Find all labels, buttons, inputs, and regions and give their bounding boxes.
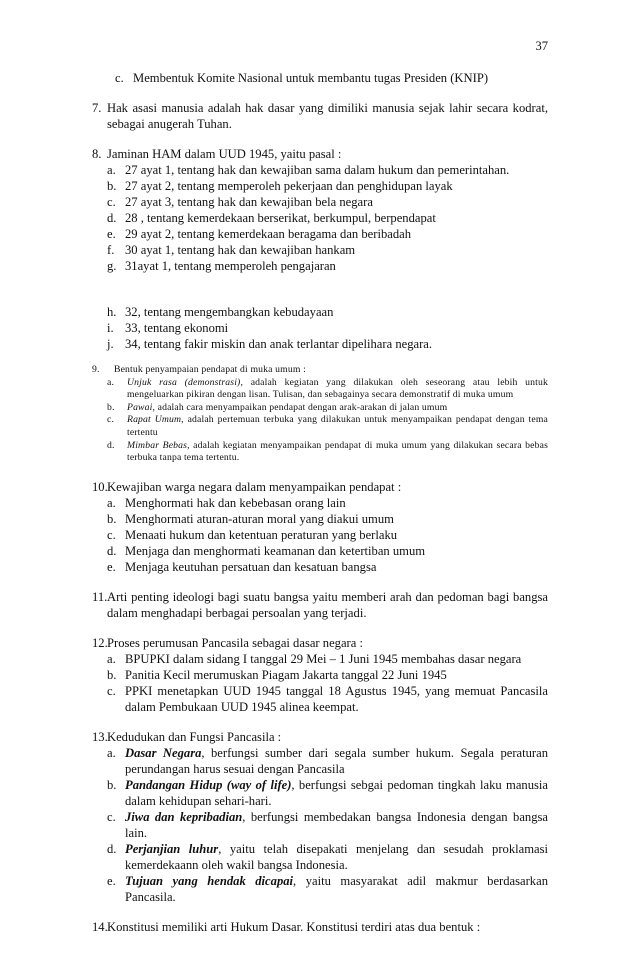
item-letter: b. [107,777,117,792]
item-text: Menaati hukum dan ketentuan peraturan yang berlaku [125,527,398,542]
section-8-ham-articles [92,146,548,352]
item-text: 34, tentang fakir miskin dan anak terlantar dipelihara negara. [125,337,433,351]
item-text: , berfungsi membedakan bangsa Indonesia dengan bangsa lain. [125,809,548,840]
section-heading: Kedudukan dan Fungsi Pancasila : [107,729,282,744]
item-letter: a. [107,495,116,510]
section-11-ideology [92,589,548,621]
item-text: 30 ayat 1, tentang hak dan kewajiban hankam [125,243,356,257]
item-letter: f. [107,243,115,257]
item-letter: c. [107,683,116,698]
item-text: Menjaga keutuhan persatuan dan kesatuan bangsa [125,559,377,574]
list-item [107,745,548,777]
item-letter: e. [107,559,116,574]
section-text: Konstitusi memiliki arti Hukum Dasar. Konstitusi terdiri atas dua bentuk : [107,919,481,934]
item-letter: g. [107,259,117,273]
list-item [107,683,548,715]
section-9-opinion-forms [92,364,548,465]
item-term: Pandangan Hidup (way of life) [125,777,292,792]
list-item [107,651,548,667]
item-letter: b. [107,667,117,682]
item-letter: c. [115,71,124,85]
item-term: Unjuk rasa (demonstrasi) [127,376,241,388]
section-number: 11. [92,589,108,604]
item-text: , adalah kegiatan yang dilakukan oleh seseorang atau lebih untuk mengeluarkan pikiran dengan lisan. Tulisan, dan sebagainya secara demonstratif di muka umum [127,376,549,401]
list-item [107,543,548,559]
item-letter: a. [107,376,115,388]
item-text: , berfungsi sumber dari segala sumber hukum. Segala peraturan perundangan harus sesuai dengan Pancasila [125,745,548,776]
item-text: Menghormati hak dan kebebasan orang lain [125,495,346,510]
opinion-form-list [92,377,548,465]
item-letter: c. [107,195,116,209]
list-item [107,210,548,226]
item-text: 27 ayat 2, tentang memperoleh pekerjaan dan penghidupan layak [125,179,453,193]
item-term: Dasar Negara [125,745,202,760]
section-14-constitution [92,919,548,935]
item-text: BPUPKI dalam sidang I tanggal 29 Mei – 1 Juni 1945 membahas dasar negara [125,651,522,666]
list-item [107,841,548,873]
list-item [107,667,548,683]
item-letter: c. [107,527,116,542]
list-item [107,777,548,809]
item-letter: e. [107,227,116,241]
item-text: 27 ayat 3, tentang hak dan kewajiban bela negara [125,195,373,209]
section-10-citizen-duties [92,479,548,575]
section-13-pancasila-functions [92,729,548,905]
section-heading: Kewajiban warga negara dalam menyampaikan pendapat : [107,479,402,494]
section-number: 12. [92,635,108,650]
item-letter: j. [107,337,114,351]
item-text: 28 , tentang kemerdekaan berserikat, berkumpul, berpendapat [125,211,436,225]
list-item [107,414,548,439]
item-text: 27 ayat 1, tentang hak dan kewajiban sama dalam hukum dan pemerintahan. [125,163,510,177]
item-letter: b. [107,401,115,413]
section-number: 7. [92,101,102,115]
list-item [107,527,548,543]
item-letter: a. [107,163,116,177]
list-item [107,402,548,415]
section-12-pancasila-formulation [92,635,548,715]
item-text: PPKI menetapkan UUD 1945 tanggal 18 Agustus 1945, yang memuat Pancasila dalam Pembukaan UUD 1945 alinea keempat. [125,683,548,714]
item-letter: e. [107,873,116,888]
document-body [92,70,548,935]
item-term: Mimbar Bebas [127,439,188,451]
section-heading: Bentuk penyampaian pendapat di muka umum : [114,364,306,375]
item-term: Perjanjian luhur [125,841,219,856]
item-text: Membentuk Komite Nasional untuk membantu tugas Presiden (KNIP) [133,71,489,85]
list-item [107,873,548,905]
list-item [107,336,548,352]
list-item [107,304,548,320]
item-letter: d. [107,211,117,225]
item-letter: b. [107,511,117,526]
item-letter: a. [107,745,116,760]
item-letter: b. [107,179,117,193]
list-item [107,226,548,242]
item-text: , berfungsi sebgai pedoman tingkah laku manusia dalam kehidupan sehari-hari. [125,777,548,808]
item-term: Jiwa dan kepribadian [125,809,243,824]
list-item [107,242,548,258]
section-text: Arti penting ideologi bagi suatu bangsa yaitu memberi arah dan pedoman bagi bangsa dalam menghadapi berbagai persoalan yang terjadi. [107,589,548,620]
list-item [107,162,548,178]
item-letter: h. [107,305,117,319]
item-text: Panitia Kecil merumuskan Piagam Jakarta tanggal 22 Juni 1945 [125,667,447,682]
section-text: Hak asasi manusia adalah hak dasar yang dimiliki manusia sejak lahir secara kodrat, sebagai anugerah Tuhan. [107,101,548,131]
item-letter: d. [107,543,117,558]
item-letter: c. [107,414,115,426]
item-text: , adalah kegiatan menyampaikan pendapat di muka umum yang dilakukan secara bebas terbuka tanpa tema tertentu. [127,439,548,464]
item-letter: i. [107,321,114,335]
section-number: 9. [92,364,100,375]
duty-list [92,495,548,575]
item-term: Rapat Umum [127,414,182,426]
item-term: Tujuan yang hendak dicapai [125,873,294,888]
article-list [92,162,548,352]
item-letter: d. [107,439,115,451]
item-text: , yaitu masyarakat adil makmur berdasarkan Pancasila. [125,873,548,904]
function-list [92,745,548,905]
list-item [107,258,548,274]
spacer [92,274,548,304]
section-heading: Jaminan HAM dalam UUD 1945, yaitu pasal : [107,147,342,161]
item-text: 31ayat 1, tentang memperoleh pengajaran [125,259,336,273]
section-number: 13. [92,729,108,744]
page-number: 37 [535,39,548,53]
item-letter: a. [107,651,116,666]
list-item [107,511,548,527]
list-item-knip [115,70,548,86]
item-text: 33, tentang ekonomi [125,321,229,335]
section-heading: Proses perumusan Pancasila sebagai dasar negara : [107,635,363,650]
item-text: 32, tentang mengembangkan kebudayaan [125,305,334,319]
item-text: , yaitu telah disepakati menjelang dan sesudah proklamasi kemerdekaann oleh wakil bangsa Indonesia. [125,841,549,872]
section-number: 14. [92,919,108,934]
section-7-human-rights [92,100,548,132]
item-text: Menghormati aturan-aturan moral yang diakui umum [125,511,394,526]
item-text: 29 ayat 2, tentang kemerdekaan beragama dan beribadah [125,227,412,241]
list-item [107,559,548,575]
item-letter: c. [107,809,116,824]
list-item [107,440,548,465]
list-item [107,178,548,194]
list-item [107,194,548,210]
item-letter: d. [107,841,117,856]
section-number: 8. [92,147,102,161]
list-item [107,495,548,511]
list-item [107,809,548,841]
formulation-list [92,651,548,715]
list-item [107,320,548,336]
item-text: , adalah pertemuan terbuka yang dilakukan untuk menyampaikan pendapat dengan tema tertentu [127,414,548,438]
item-term: Pawai [127,401,153,413]
item-text: Menjaga dan menghormati keamanan dan ketertiban umum [125,543,426,558]
item-text: , adalah cara menyampaikan pendapat dengan arak-arakan di jalan umum [152,401,448,413]
list-item [107,377,548,402]
section-number: 10. [92,479,108,494]
